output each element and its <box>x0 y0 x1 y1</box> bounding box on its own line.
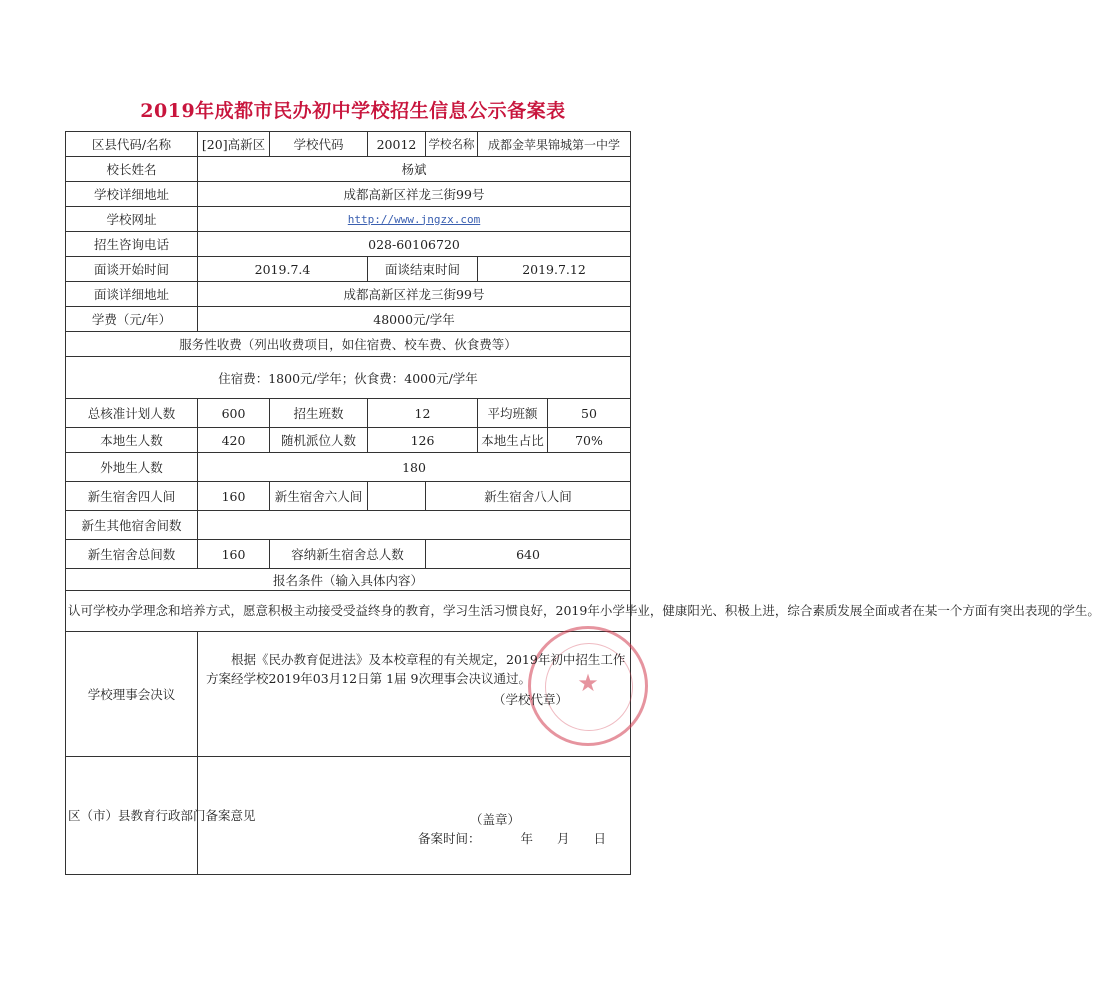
random-assigned-label: 随机派位人数 <box>270 428 368 453</box>
school-seal-note: （学校代章） <box>493 692 569 707</box>
filing-day-char: 日 <box>593 831 606 846</box>
filing-time-label: 备案时间： <box>418 831 481 846</box>
row-dorms <box>66 482 631 511</box>
local-ratio-label: 本地生占比 <box>478 428 548 453</box>
row-dorm-other <box>66 511 631 540</box>
phone-label: 招生咨询电话 <box>66 232 198 257</box>
bureau-opinion-label: 区（市）县教育行政部门备案意见 <box>66 757 198 875</box>
school-code-value: 20012 <box>368 132 426 157</box>
tuition-value: 48000元/学年 <box>198 307 631 332</box>
board-resolution-label: 学校理事会决议 <box>66 632 198 757</box>
interview-start-value: 2019.7.4 <box>198 257 368 282</box>
total-quota-label: 总核准计划人数 <box>66 399 198 428</box>
filing-block <box>198 757 630 874</box>
address-value: 成都高新区祥龙三街99号 <box>198 182 631 207</box>
interview-address-value: 成都高新区祥龙三街99号 <box>198 282 631 307</box>
row-address <box>66 182 631 207</box>
school-name-label: 学校名称 <box>426 132 478 157</box>
website-label: 学校网址 <box>66 207 198 232</box>
dorm4-label: 新生宿舍四人间 <box>66 482 198 511</box>
row-principal <box>66 157 631 182</box>
row-board-resolution <box>66 632 631 757</box>
dorm-other-label: 新生其他宿舍间数 <box>66 511 198 540</box>
resolution-block <box>198 632 630 756</box>
conditions-text: 认可学校办学理念和培养方式，愿意积极主动接受受益终身的教育，学习生活习惯良好，2019年小学毕业，健康阳光、积极上进，综合素质发展全面或者在某一个方面有突出表现的学生。 <box>66 591 631 632</box>
district-value: [20]高新区 <box>198 132 270 157</box>
filing-date <box>418 829 606 847</box>
local-students-label: 本地生人数 <box>66 428 198 453</box>
row-interview-time <box>66 257 631 282</box>
row-website <box>66 207 631 232</box>
filing-month-char: 月 <box>556 831 570 846</box>
nonlocal-students-value: 180 <box>198 453 631 482</box>
school-code-label: 学校代码 <box>270 132 368 157</box>
local-students-value: 420 <box>198 428 270 453</box>
service-fees-label: 服务性收费（列出收费项目，如住宿费、校车费、伙食费等） <box>66 332 631 357</box>
conditions-header: 报名条件（输入具体内容） <box>66 569 631 591</box>
dorm-capacity-label: 容纳新生宿舍总人数 <box>270 540 426 569</box>
classes-label: 招生班数 <box>270 399 368 428</box>
registration-form-table <box>65 131 1100 875</box>
seal-star-icon: ★ <box>577 669 599 697</box>
bureau-opinion-cell <box>198 757 631 875</box>
classes-value: 12 <box>368 399 478 428</box>
row-service-fees-value <box>66 357 631 399</box>
total-quota-value: 600 <box>198 399 270 428</box>
dorm-total-value: 160 <box>198 540 270 569</box>
address-label: 学校详细地址 <box>66 182 198 207</box>
principal-label: 校长姓名 <box>66 157 198 182</box>
interview-end-label: 面谈结束时间 <box>368 257 478 282</box>
interview-address-label: 面谈详细地址 <box>66 282 198 307</box>
row-quota <box>66 399 631 428</box>
row-service-fees-header <box>66 332 631 357</box>
website-link[interactable]: http://www.jngzx.com <box>198 207 631 232</box>
phone-value: 028-60106720 <box>198 232 631 257</box>
dorm-total-label: 新生宿舍总间数 <box>66 540 198 569</box>
filing-year-char: 年 <box>520 831 533 846</box>
dorm-other-value <box>198 511 631 540</box>
interview-end-value: 2019.7.12 <box>478 257 631 282</box>
nonlocal-students-label: 外地生人数 <box>66 453 198 482</box>
avg-class-label: 平均班额 <box>478 399 548 428</box>
district-label: 区县代码/名称 <box>66 132 198 157</box>
avg-class-value: 50 <box>548 399 631 428</box>
local-ratio-value: 70% <box>548 428 631 453</box>
row-conditions-header <box>66 569 631 591</box>
row-phone <box>66 232 631 257</box>
row-conditions <box>66 591 631 632</box>
dorm6-value <box>368 482 426 511</box>
row-local <box>66 428 631 453</box>
dorm6-label: 新生宿舍六人间 <box>270 482 368 511</box>
row-bureau-opinion <box>66 757 631 875</box>
random-assigned-value: 126 <box>368 428 478 453</box>
document-title: 2019年成都市民办初中学校招生信息公示备案表 <box>140 100 566 122</box>
resolution-text: 根据《民办教育促进法》及本校章程的有关规定，2019年初中招生工作方案经学校2019年03月12日第 1届 9次理事会决议通过。 <box>206 652 626 686</box>
service-fees-value: 住宿费：1800元/学年；伙食费：4000元/学年 <box>66 357 631 399</box>
interview-start-label: 面谈开始时间 <box>66 257 198 282</box>
school-name-value: 成都金苹果锦城第一中学 <box>478 132 631 157</box>
dorm-capacity-value: 640 <box>426 540 631 569</box>
dorm4-value: 160 <box>198 482 270 511</box>
board-resolution-cell <box>198 632 631 757</box>
row-district <box>66 132 631 157</box>
bureau-seal-note: （盖章） <box>470 812 521 827</box>
tuition-label: 学费（元/年） <box>66 307 198 332</box>
row-interview-address <box>66 282 631 307</box>
row-nonlocal <box>66 453 631 482</box>
principal-value: 杨斌 <box>198 157 631 182</box>
dorm8-label: 新生宿舍八人间 <box>426 482 631 511</box>
row-tuition <box>66 307 631 332</box>
row-dorm-total <box>66 540 631 569</box>
